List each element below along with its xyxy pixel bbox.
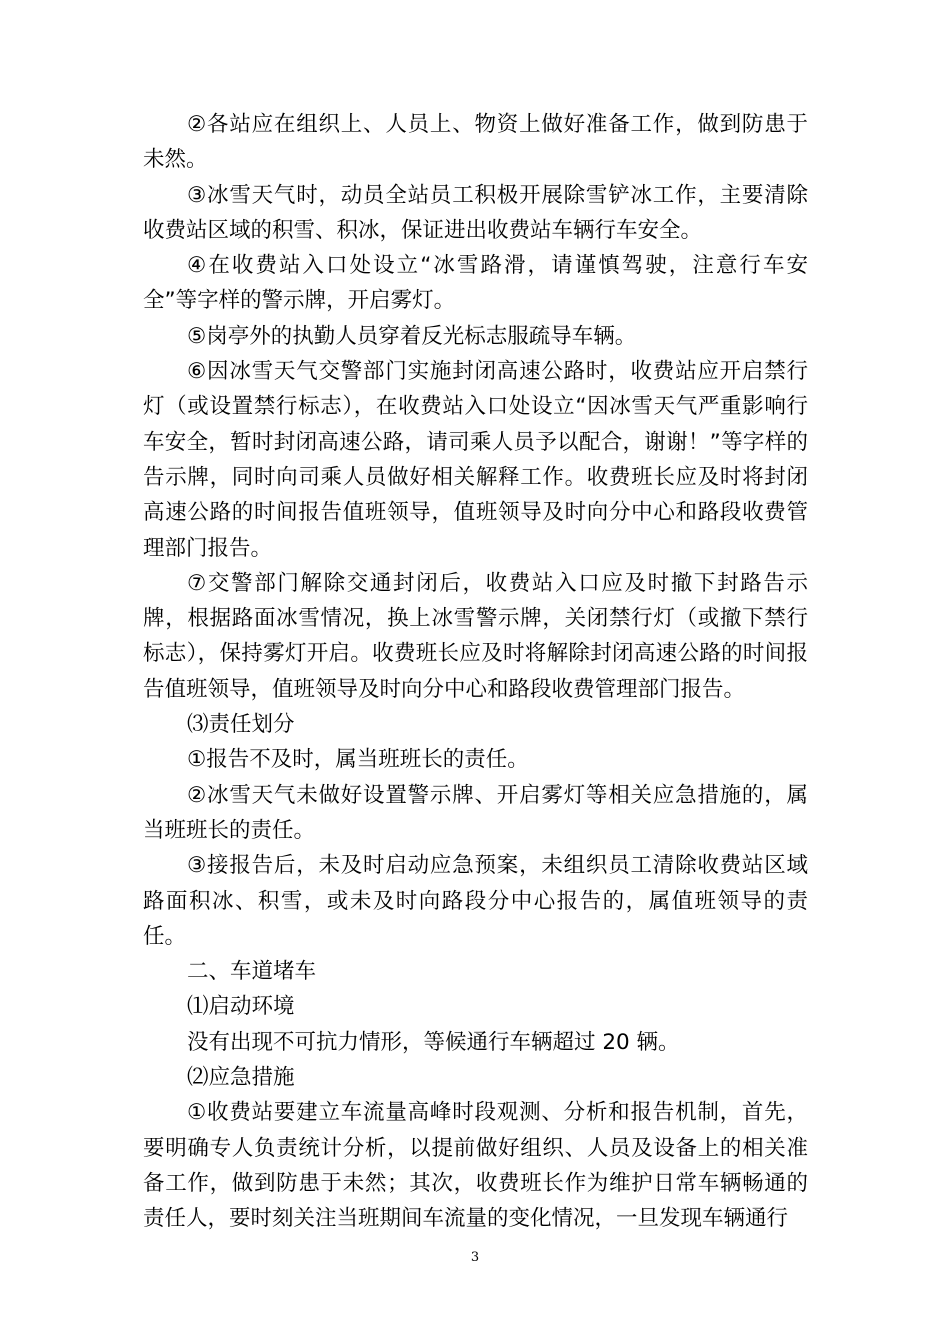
paragraph-warning-sign: ④在收费站入口处设立“冰雪路滑，请谨慎驾驶，注意行车安全”等字样的警示牌，开启雾灯。 — [143, 253, 808, 314]
paragraph-trigger: 没有出现不可抗力情形，等候通行车辆超过 20 辆。 — [187, 1029, 680, 1055]
paragraph-reopen: ⑦交警部门解除交通封闭后，收费站入口应及时撤下封路告示牌，根据路面冰雪情况，换上冰雪警示牌，关闭禁行灯（或撤下禁行标志），保持雾灯开启。收费班长应及时将解除封闭高速公路的时间报告值班领导，值班领导及时向分中心和路段收费管理部门报告。 — [143, 570, 808, 702]
paragraph-responsibility-2: ②冰雪天气未做好设置警示牌、开启雾灯等相关应急措施的，属当班班长的责任。 — [143, 782, 808, 843]
paragraph-road-closure: ⑥因冰雪天气交警部门实施封闭高速公路时，收费站应开启禁行灯（或设置禁行标志），在收费站入口处设立“因冰雪天气严重影响行车安全，暂时封闭高速公路，请司乘人员予以配合，谢谢！”等字样的告示牌，同时向司乘人员做好相关解释工作。收费班长应及时将封闭高速公路的时间报告值班领导，值班领导及时向分中心和路段收费管理部门报告。 — [143, 359, 808, 561]
section-heading-measures: ⑵应急措施 — [187, 1065, 295, 1091]
chapter-heading-lane-congestion: 二、车道堵车 — [187, 959, 317, 985]
paragraph-responsibility-3: ③接报告后，未及时启动应急预案，未组织员工清除收费站区域路面积冰、积雪，或未及时向路段分中心报告的，属值班领导的责任。 — [143, 853, 808, 949]
paragraph-reflective-vest: ⑤岗亭外的执勤人员穿着反光标志服疏导车辆。 — [187, 323, 637, 349]
paragraph-responsibility-1: ①报告不及时，属当班班长的责任。 — [187, 747, 529, 773]
document-body — [143, 107, 808, 1237]
paragraph-clear-snow: ③冰雪天气时，动员全站员工积极开展除雪铲冰工作，主要清除收费站区域的积雪、积冰，保证进出收费站车辆行车安全。 — [143, 182, 808, 243]
section-heading-trigger: ⑴启动环境 — [187, 994, 295, 1020]
paragraph-prepare: ②各站应在组织上、人员上、物资上做好准备工作，做到防患于未然。 — [143, 112, 808, 173]
page-number: 3 — [470, 1250, 480, 1265]
section-heading-responsibility: ⑶责任划分 — [187, 712, 295, 738]
paragraph-measures-1: ①收费站要建立车流量高峰时段观测、分析和报告机制，首先，要明确专人负责统计分析，以提前做好组织、人员及设备上的相关准备工作，做到防患于未然；其次，收费班长作为维护日常车辆畅通的责任人，要时刻关注当班期间车流量的变化情况，一旦发现车辆通行 — [143, 1100, 808, 1232]
